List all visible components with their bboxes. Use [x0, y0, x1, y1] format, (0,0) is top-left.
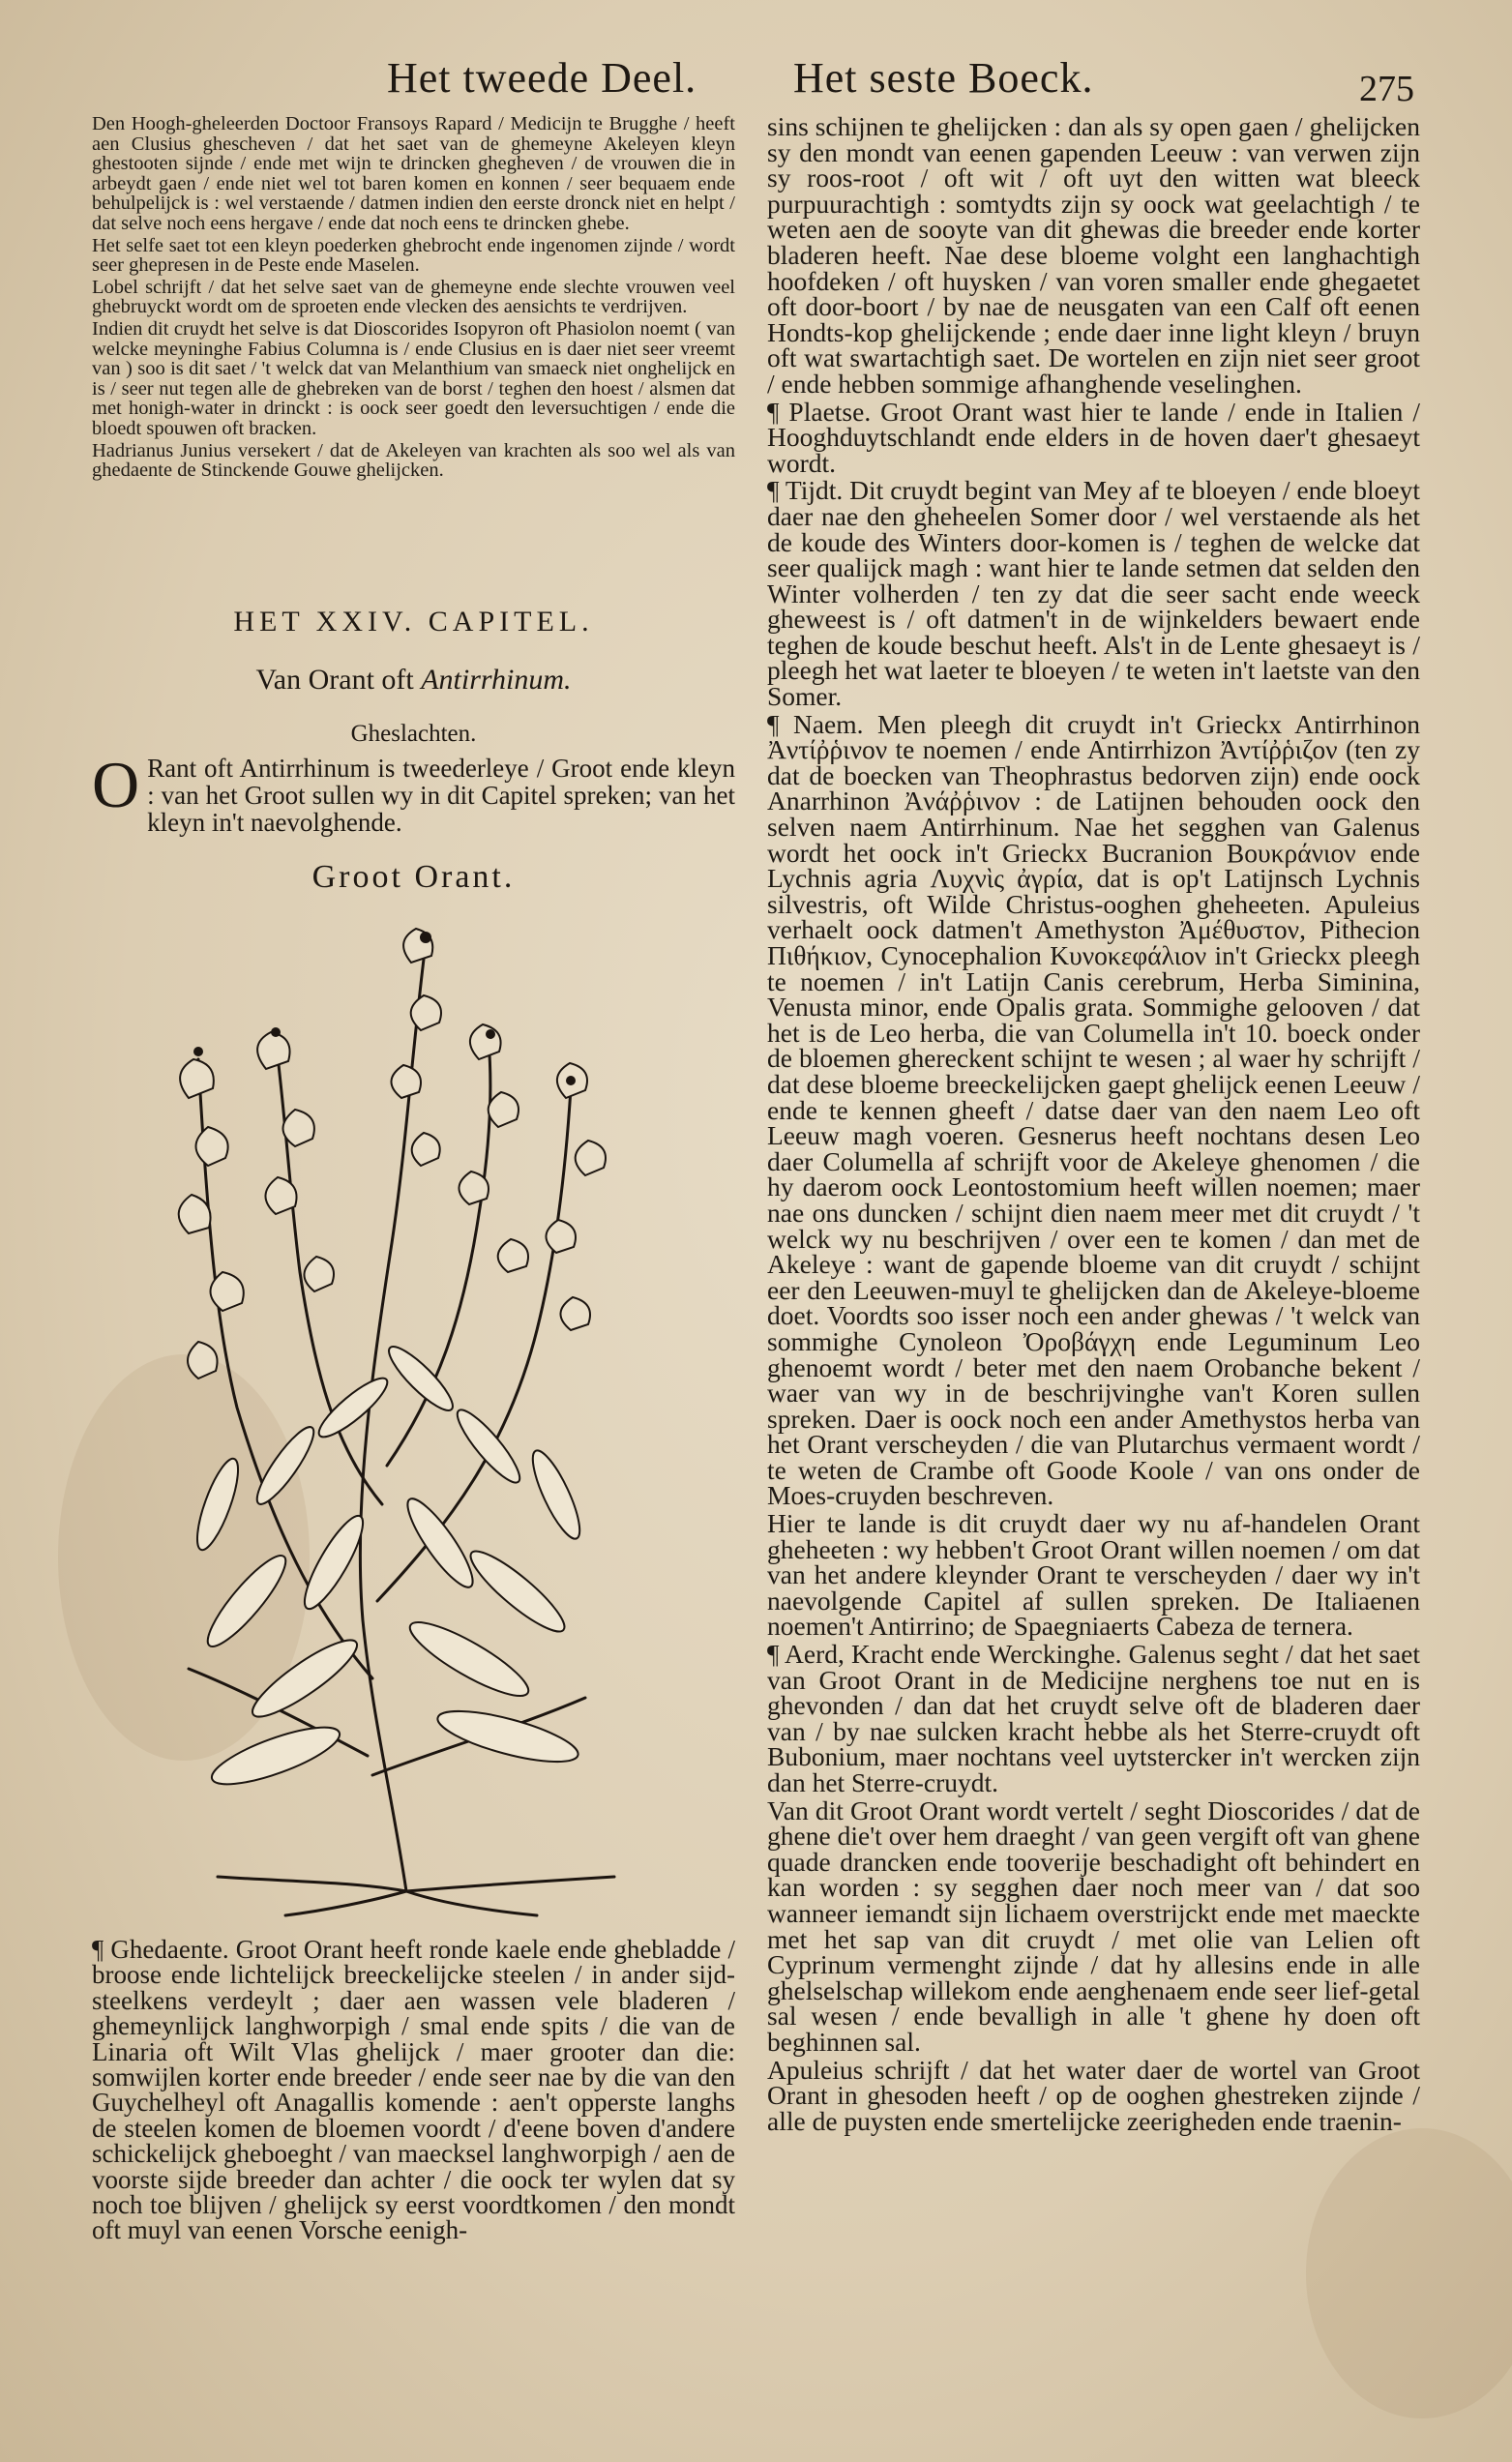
paragraph-naem: ¶ Naem. Men pleegh dit cruydt in't Grieckx Antirrhinon Ἀντίῤῥινον te noemen / ende Antirrhizon Ἀντίῤῥιζον (ten zy dat de boecken van Theophrastus bedorven zijn) ende oock Anarrhinon Ἀνάῤῥινον : de Latijnen behouden oock den selven naem Antirrhinum. Nae het segghen van Galenus wordt het oock in't Grieckx Bucranion Βουκράνιον ende Lychnis agria Λυχνὶς ἀγρία, dat is op't Latijnsch Lychnis silvestris, oft Wilde Christus-ooghen gheheeten. Apuleius verhaelt oock datmen't Amethyston Ἀμέθυστον, Pithecion Πιθήκιον, Cynocephalion Κυνοκεφάλιον in't Grieckx pleegh te noemen / in't Latijn Canis cerebrum, Herba Siminina, Venusta minor, ende Opalis grata. Sommighe gelooven / dat het is de Leo herba, die van Columella in't 10. boeck onder de bloemen ghereckent schijnt te wesen ; al waer hy schrijft / dat dese bloeme breeckelijcken gaept ghelijck eenen Leeuw / ende te kennen gheeft / datse daer van den naem Leo oft Leeuw magh voeren. Gesnerus heeft nochtans desen Leo daer Columella af schrijft voor de Akeleye ghenomen / die hy daerom oock Leontostomium heeft willen noemen; maer nae ons duncken / schijnt dien naem meer met dit cruydt / 't welck wy nu beschrijven / over een te komen / dan met de Akeleye : want de gapende bloeme van dit cruydt / schijnt eer den Leeuwen-muyl te ghelijcken dan de Akeleye-bloeme doet. Voordts soo isser noch een ander ghewas / 't welck van sommighe Cynoleon Ὀροβάγχη ende Leguminum Leo ghenoemt wordt / beter met den naem Orobanche bekent / waer van wy in de beschrijvinghe van't Koren sullen spreken. Daer is oock noch een ander Amethystos herba van het Orant verscheyden / die van Plutarchus vermaent wordt / te weten de Crambe oft Goode Koole / van ons onder de Moes-cruyden beschreven.: [767, 708, 1420, 1511]
left-column-bottom: [92, 1937, 735, 2245]
page-number: 275: [1359, 69, 1414, 109]
chapter-title-latin: Antirrhinum.: [421, 664, 572, 696]
intro-text: Rant oft Antirrhinum is tweederleye / Groot ende kleyn : van het Groot sullen wy in dit Capitel spreken; van het kleyn in't naevolghende.: [147, 754, 735, 837]
paragraph-tijdt: ¶ Tijdt. Dit cruydt begint van Mey af te bloeyen / ende bloeyt daer nae den gheheelen Somer door / wel verstaende als het de koude des Winters door-komen is / teghen de welcke dat seer qualijck magh : want hier te lande setmen dat selden den Winter volherden / ten zy dat die seer sacht ende weeck gheweest is / oft datmen't in de wijnkelders bewaert ende teghen de koude beschut heeft. Als't in de Lente ghesaeyt is / pleegh het wat laeter te bloeyen / te weten in't laetste van den Somer.: [767, 475, 1420, 712]
paragraph-aerd: ¶ Aerd, Kracht ende Werckinghe. Galenus seght / dat het saet van Groot Orant in de Medicijne nerghens toe nut en is ghevonden / dan dat het cruydt selve oft de bladeren daer van / by nae sulcken kracht hebbe als het Sterre-cruydt oft Bubonium, maer nochtans veel uytstercker in't wercken zijn dan het Sterre-cruydt.: [767, 1639, 1420, 1797]
paragraph: Van dit Groot Orant wordt vertelt / seght Dioscorides / dat de ghene die't over hem draeght / van geen vergift oft van ghene quade drancken ende tooverije beschadight oft behindert en kan worden : sy segghen daer noch meer van / dat soo wanneer iemandt sijn lichaem overstrijckt ende met maeckte met het sap van dit cruydt / met olie van Lelien oft Cyprinum vermenght zijnde / dat hy allesins ende in alle ghelselschap willekom ende aenghenaem ende seer lief-getal sal wesen / ende bevalligh in alle 't ghene hy doen oft beghinnen sal.: [767, 1795, 1420, 2057]
paragraph-ghedaente: ¶ Ghedaente. Groot Orant heeft ronde kaele ende ghebladde / broose ende lichtelijck breeckelijcke steelen / in ander sijd-steelkens verdeylt ; daer aen wassen vele bladeren / ghemeynlijck langhworpigh / smal ende spits / die van de Linaria oft Wilt Vlas ghelijck / maer grooter dan die: somwijlen korter ende breeder / ende seer nae by die van den Guychelheyl oft Anagallis komende : aen't opperste langhs de steelen komen de bloemen voordt / d'eene boven d'andere schickelijck gheboeght / van maecksel langhworpigh / aen de voorste sijde breeder dan achter / die oock ter wylen dat sy noch toe blijven / ghelijck sy eerst voordtkomen / den mondt oft muyl van eenen Vorsche eenigh-: [92, 1935, 735, 2245]
page-stain: [1306, 2128, 1512, 2418]
right-column: [767, 111, 1420, 2136]
section-geslachten: Gheslachten.: [350, 721, 477, 747]
chapter-title-dutch: Van Orant oft: [255, 664, 414, 696]
paragraph: Het selfe saet tot een kleyn poederken ghebrocht ende ingenomen zijnde / wordt seer ghepresen in de Peste ende Maselen.: [92, 234, 735, 277]
plant-caption: Groot Orant.: [311, 859, 516, 895]
paragraph: Indien dit cruydt het selve is dat Dioscorides Isopyron oft Phasiolon noemt ( van welcke meyninghe Fabius Columna is / ende Clusius en is daer niet seer vreemt van ) soo is dit saet / 't welck dat van Melanthium van smaeck niet onghelijck en is / seer nut tegen alle de ghebreken van de borst / teghen den hoest / alsmen dat met honigh-water in drinckt : is oock seer goedt den leversuchtigen / ende die bloedt spouwen oft bracken.: [92, 317, 735, 439]
running-head-right: Het seste Boeck.: [793, 54, 1094, 102]
chapter-heading: HET XXIV. CAPITEL.: [233, 606, 594, 638]
paragraph: Apuleius schrijft / dat het water daer de wortel van Groot Orant in ghesoden heeft / op de ooghen ghestreken zijnde / alle de puysten ende smertelijcke zeerigheden ende traenin-: [767, 2054, 1420, 2136]
paragraph-plaetse: ¶ Plaetse. Groot Orant wast hier te lande / ende in Italien / Hooghduytschlandt ende elders in de hoven daer't ghesaeyt wordt.: [767, 396, 1420, 478]
running-head-left: Het tweede Deel.: [387, 54, 697, 102]
paragraph: Hadrianus Junius versekert / dat de Akeleyen van krachten als soo wel als van ghedaente de Stinckende Gouwe ghelijcken.: [92, 439, 735, 482]
paragraph: Den Hoogh-gheleerden Doctoor Fransoys Rapard / Medicijn te Brugghe / heeft aen Clusius ghescheven / dat het saet van de ghemeyne Akeleyen kleyn ghestooten sijnde / ende met wijn te drincken ghegheven / de vrouwen die in arbeydt gaen / ende niet wel tot baren komen en konnen / seer bequaem ende behulpelijck is : wel verstaende / datmen indien den eerste dronck niet en helpt / dat selve noch eens hergave / ende dat noch eens te drincken ghebe.: [92, 113, 735, 234]
paragraph: sins schijnen te ghelijcken : dan als sy open gaen / ghelijcken sy den mondt van eenen gapenden Leeuw : van verwen zijn sy roos-root / oft wit / oft uyt den witten wat bleeck purpuurachtigh : somtydts zijn sy oock wat geelachtigh / te weten aen de sooyte van dit ghewas die breeder ende korter bladeren heeft. Nae dese bloeme volght een langhachtigh hoofdeken / oft huysken / van voren smaller ende ghegaetet oft door-boort / by nae de neusgaten van een Calf oft eenen Hondts-kop ghelijckende ; ende daer inne light kleyn / bruyn oft wat swartachtigh saet. De wortelen en zijn niet seer groot / ende hebben sommige afhanghende veselinghen.: [767, 111, 1420, 399]
paragraph: Lobel schrijft / dat het selve saet van de ghemeyne ende slechte vrouwen veel ghebruyckt wordt om de sproeten ende vlecken des aensichts te verdrijven.: [92, 276, 735, 318]
drop-cap: O: [92, 748, 140, 821]
chapter-title: [92, 664, 735, 697]
paragraph: Hier te lande is dit cruydt daer wy nu af-handelen Orant gheheeten : wy hebben't Groot Orant willen noemen / om dat van het andere kleynder Orant te verscheyden / daer wy in't naevolgende Capitel af sullen spreken. De Italiaenen noemen't Antirrino; de Spaegniaerts Cabeza de ternera.: [767, 1508, 1420, 1642]
snapdragon-woodcut-illustration: [131, 924, 682, 1920]
chapter-intro: [92, 748, 735, 837]
left-column-top: [92, 114, 735, 483]
